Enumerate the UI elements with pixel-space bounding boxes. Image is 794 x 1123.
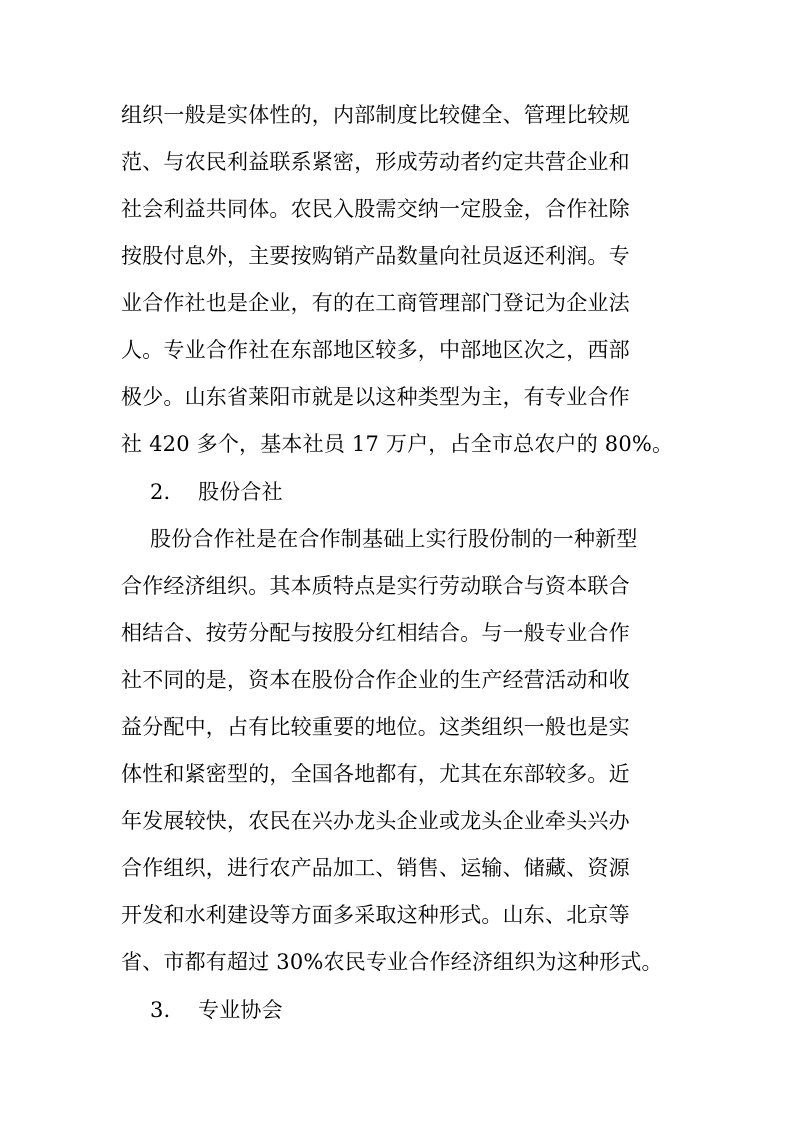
text-line: 体性和紧密型的，全国各地都有，尤其在东部较多。近 <box>121 762 630 786</box>
text-line: 股份合作社是在合作制基础上实行股份制的一种新型 <box>150 527 638 551</box>
text-line: 开发和水利建设等方面多采取这种形式。山东、北京等 <box>121 903 630 927</box>
text-line: 年发展较快，农民在兴办龙头企业或龙头企业牵头兴办 <box>121 809 630 833</box>
section-heading-3 <box>150 996 710 1024</box>
text-line: 相结合、按劳分配与按股分红相结合。与一般专业合作 <box>121 621 630 645</box>
text-line: 省、市都有超过 30%农民专业合作经济组织为这种形式。 <box>121 950 663 974</box>
text-line: 极少。山东省莱阳市就是以这种类型为主，有专业合作 <box>121 385 630 409</box>
heading-title: 股份合社 <box>198 480 283 504</box>
text-line: 组织一般是实体性的，内部制度比较健全、管理比较规 <box>121 103 630 127</box>
text-line: 范、与农民利益联系紧密，形成劳动者约定共营企业和 <box>121 150 630 174</box>
heading-title: 专业协会 <box>198 998 283 1022</box>
text-line: 人。专业合作社在东部地区较多，中部地区次之，西部 <box>121 338 630 362</box>
text-line: 社会利益共同体。农民入股需交纳一定股金，合作社除 <box>121 197 630 221</box>
section-heading-2 <box>150 478 710 506</box>
text-line: 按股付息外，主要按购销产品数量向社员返还利润。专 <box>121 244 630 268</box>
text-line: 合作组织，进行农产品加工、销售、运输、储藏、资源 <box>121 856 630 880</box>
heading-number: 3. <box>150 998 171 1022</box>
text-line: 合作经济组织。其本质特点是实行劳动联合与资本联合 <box>121 574 630 598</box>
text-line: 社 420 多个，基本社员 17 万户，占全市总农户的 80%。 <box>121 432 674 456</box>
text-line: 业合作社也是企业，有的在工商管理部门登记为企业法 <box>121 291 630 315</box>
text-line: 益分配中，占有比较重要的地位。这类组织一般也是实 <box>121 715 630 739</box>
heading-number: 2. <box>150 480 171 504</box>
text-line: 社不同的是，资本在股份合作企业的生产经营活动和收 <box>121 668 630 692</box>
